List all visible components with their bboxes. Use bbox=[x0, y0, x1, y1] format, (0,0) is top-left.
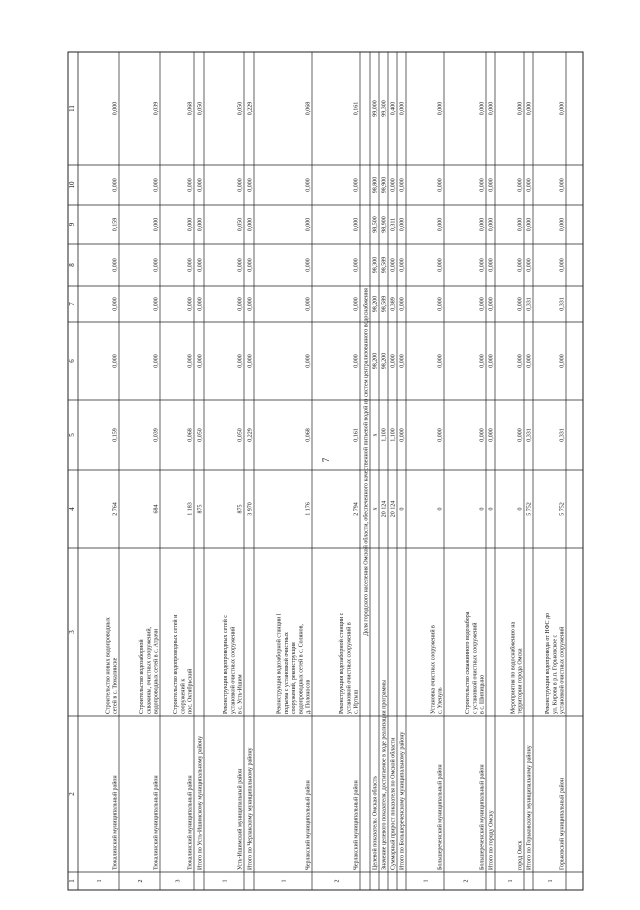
cell-value: 0,000 bbox=[437, 217, 444, 232]
cell-value: 0,000 bbox=[517, 178, 524, 192]
cell-value: 0,000 bbox=[197, 354, 204, 368]
measure-text: ул. Кирова в р.п. Горьковское с bbox=[552, 634, 559, 714]
cell-value: 0,000 bbox=[479, 428, 486, 442]
column-number: 10 bbox=[68, 181, 76, 189]
cell-value: 0,000 bbox=[247, 217, 254, 232]
cell-value: 875 bbox=[237, 504, 244, 514]
cell-value: 875 bbox=[197, 504, 204, 514]
measure-text: водопроводных сетей в с. Атрачи bbox=[153, 628, 160, 714]
cell-value: 0,000 bbox=[559, 101, 566, 116]
row-label: Итого по городу Омску bbox=[488, 810, 495, 870]
column-number: 4 bbox=[68, 507, 76, 511]
table-border bbox=[68, 52, 583, 890]
cell-value: 0,000 bbox=[517, 354, 524, 368]
measure-text: Реконструкция водозаборной станции I bbox=[276, 613, 283, 714]
row-number: 2 bbox=[463, 879, 470, 883]
cell-value: 0,000 bbox=[112, 178, 119, 192]
cell-value: 0,000 bbox=[153, 178, 160, 192]
measure-text: территории города Омска bbox=[517, 648, 524, 714]
cell-value: 684 bbox=[153, 504, 160, 514]
row-label: Значение целевого показателя, достигаемое в ходе реализации программы bbox=[381, 679, 388, 870]
district-name: Усть-Ишимский муниципальный район bbox=[237, 768, 244, 870]
cell-value: 99,300 bbox=[381, 100, 388, 117]
measure-text: с установкой очистных сооружений bbox=[472, 622, 479, 714]
cell-value: 0,000 bbox=[488, 217, 495, 232]
cell-value: 0,161 bbox=[353, 428, 360, 442]
cell-value: 5 752 bbox=[526, 502, 533, 516]
cell-value: 0,000 bbox=[437, 101, 444, 116]
row-label: Итого по Горьковскому муниципальному району bbox=[526, 745, 533, 870]
cell-value: x bbox=[372, 433, 379, 437]
cell-value: 98,900 bbox=[381, 216, 388, 233]
cell-value: 0 bbox=[399, 507, 406, 511]
cell-value: 0,068 bbox=[187, 428, 194, 442]
measure-text: Строительство скважинного водозабора bbox=[465, 611, 472, 714]
cell-value: 0,000 bbox=[488, 101, 495, 116]
cell-value: 0,400 bbox=[390, 101, 397, 116]
measure-text: д. Полоносов bbox=[305, 679, 312, 714]
cell-value: 0,000 bbox=[517, 101, 524, 116]
row-number: 2 bbox=[138, 879, 144, 883]
cell-value: 0,068 bbox=[305, 101, 312, 116]
cell-value: 3 970 bbox=[247, 502, 254, 516]
cell-value: 98,589 bbox=[381, 256, 388, 274]
cell-value: 0,000 bbox=[390, 258, 397, 272]
cell-value: 1 176 bbox=[305, 502, 312, 516]
cell-value: 0,000 bbox=[247, 258, 254, 272]
measure-text: в с. Шипицыно bbox=[479, 674, 486, 714]
cell-value: 0,000 bbox=[479, 297, 486, 311]
cell-value: 0,000 bbox=[112, 354, 119, 368]
measure-text: сооружений, реконструкция bbox=[291, 642, 298, 714]
column-number: 8 bbox=[68, 263, 76, 267]
column-number: 5 bbox=[68, 433, 76, 437]
row-number: 1 bbox=[548, 879, 554, 883]
cell-value: 0,068 bbox=[187, 101, 194, 116]
cell-value: 0,000 bbox=[187, 217, 194, 232]
cell-value: 1,100 bbox=[390, 428, 397, 442]
row-label: Итого по Большереченскому муниципальному району bbox=[399, 731, 406, 870]
cell-value: 98,200 bbox=[372, 352, 379, 370]
cell-value: 0,000 bbox=[399, 258, 406, 272]
cell-value: 5 752 bbox=[559, 502, 566, 516]
cell-value: 0 bbox=[479, 507, 486, 511]
cell-value: x bbox=[372, 507, 379, 511]
cell-value: 0,000 bbox=[153, 258, 160, 272]
cell-value: 0,000 bbox=[479, 217, 486, 232]
measure-text: скважины, очистных сооружений, bbox=[146, 626, 153, 714]
cell-value: 0,161 bbox=[353, 101, 360, 116]
measure-text: с. Иртыш bbox=[353, 689, 360, 714]
measure-text: Строительство новых водопроводных bbox=[105, 617, 112, 714]
row-label: Целевой показатель: Омская область bbox=[372, 775, 379, 870]
measure-text: водопроводных сетей в с. Солянов, bbox=[298, 624, 305, 714]
district-name: Черлакский муниципальный район bbox=[305, 780, 312, 870]
cell-value: 0,000 bbox=[305, 354, 312, 368]
cell-value: 0,389 bbox=[390, 297, 397, 311]
measure-text: установкой очистных сооружений в bbox=[346, 622, 353, 714]
measure-text: установкой очистных сооружений bbox=[230, 626, 237, 714]
cell-value: 0,050 bbox=[197, 101, 204, 116]
measure-text: сооружений к bbox=[180, 678, 187, 714]
cell-value: 0,331 bbox=[559, 297, 566, 311]
cell-value: 0,000 bbox=[237, 354, 244, 368]
cell-value: 0,000 bbox=[479, 101, 486, 116]
cell-value: 98,300 bbox=[372, 256, 379, 274]
cell-value: 0,000 bbox=[437, 297, 444, 311]
row-number: 2 bbox=[334, 879, 341, 883]
row-number: 1 bbox=[97, 879, 103, 883]
cell-value: 98,589 bbox=[381, 295, 388, 313]
district-name: Горьковский муниципальный район bbox=[559, 778, 566, 870]
cell-value: 0,050 bbox=[237, 101, 244, 116]
cell-value: 1 183 bbox=[187, 502, 194, 516]
cell-value: 0,000 bbox=[153, 297, 160, 311]
cell-value: 0,000 bbox=[526, 354, 533, 368]
cell-value: 0,000 bbox=[187, 258, 194, 272]
cell-value: 0,000 bbox=[187, 297, 194, 311]
cell-value: 0,068 bbox=[305, 428, 312, 442]
row-number: 1 bbox=[423, 879, 430, 883]
cell-value: 20 124 bbox=[390, 500, 397, 518]
cell-value: 0,000 bbox=[353, 217, 360, 232]
measure-text: подъема с установкой очистных bbox=[283, 632, 290, 714]
cell-value: 0,000 bbox=[488, 428, 495, 442]
cell-value: 0,000 bbox=[399, 428, 406, 442]
cell-value: 0,000 bbox=[399, 354, 406, 368]
cell-value: 0,000 bbox=[197, 178, 204, 192]
cell-value: 0,000 bbox=[187, 354, 194, 368]
cell-value: 0,000 bbox=[237, 258, 244, 272]
cell-value: 0,000 bbox=[559, 354, 566, 368]
row-number: 1 bbox=[281, 879, 288, 883]
cell-value: 0,000 bbox=[488, 258, 495, 272]
page-number: 7 bbox=[321, 457, 331, 463]
cell-value: 0,159 bbox=[112, 217, 119, 232]
cell-value: 0,000 bbox=[517, 258, 524, 272]
cell-value: 2 764 bbox=[112, 502, 119, 516]
cell-value: 98,200 bbox=[372, 295, 379, 313]
measure-text: Реконструкция водопровода от НФС до bbox=[545, 612, 552, 714]
cell-value: 98,900 bbox=[381, 176, 388, 194]
cell-value: 0,000 bbox=[559, 258, 566, 272]
cell-value: 0,000 bbox=[488, 297, 495, 311]
measure-text: сетей в с. Тюкалинске bbox=[112, 657, 119, 714]
cell-value: 0,039 bbox=[153, 428, 160, 442]
measure-text: Строительство водопроводных сетей и bbox=[173, 614, 180, 714]
cell-value: 0,000 bbox=[399, 101, 406, 116]
cell-value: 0,000 bbox=[112, 101, 119, 116]
cell-value: 0,000 bbox=[399, 178, 406, 192]
column-number: 3 bbox=[68, 630, 76, 634]
cell-value: 20 124 bbox=[381, 500, 388, 518]
row-number: 1 bbox=[222, 879, 229, 883]
cell-value: 0,000 bbox=[479, 258, 486, 272]
cell-value: 0,000 bbox=[399, 297, 406, 311]
district-name: Черлакский муниципальный район bbox=[353, 780, 360, 870]
cell-value: 0,000 bbox=[559, 178, 566, 192]
cell-value: 0,000 bbox=[247, 297, 254, 311]
cell-value: 0,000 bbox=[153, 354, 160, 368]
cell-value: 98,800 bbox=[372, 176, 379, 194]
cell-value: 0,000 bbox=[305, 297, 312, 311]
cell-value: 0,000 bbox=[197, 297, 204, 311]
row-number: 1 bbox=[508, 879, 514, 883]
cell-value: 0,039 bbox=[153, 101, 160, 116]
section-title: Доля городского населения Омской области, обеспеченного качественной питьевой водой из систем централизованного водоснабжения bbox=[363, 288, 370, 636]
cell-value: 0,000 bbox=[390, 178, 397, 192]
measure-text: Реконструкция водопроводных сетей с bbox=[223, 615, 230, 714]
cell-value: 0,000 bbox=[353, 258, 360, 272]
column-number: 11 bbox=[68, 105, 76, 112]
cell-value: 0,000 bbox=[305, 258, 312, 272]
column-number: 9 bbox=[68, 222, 76, 227]
cell-value: 0,000 bbox=[390, 354, 397, 368]
cell-value: 1,100 bbox=[381, 428, 388, 442]
row-number: 3 bbox=[175, 879, 182, 883]
cell-value: 0,000 bbox=[112, 297, 119, 311]
cell-value: 0,000 bbox=[153, 217, 160, 232]
row-label: Итого по Усть-Ишимскому муниципальному району bbox=[197, 735, 204, 870]
cell-value: 0,000 bbox=[197, 217, 204, 232]
cell-value: 0,000 bbox=[559, 217, 566, 232]
cell-value: 2 794 bbox=[353, 502, 360, 516]
cell-value: 0,000 bbox=[197, 258, 204, 272]
cell-value: 0,229 bbox=[247, 428, 254, 442]
cell-value: 0,000 bbox=[437, 354, 444, 368]
district-name: Большереченский муниципальный район bbox=[437, 764, 444, 870]
measure-text: в с. Усть-Ишим bbox=[237, 674, 244, 714]
cell-value: 0 bbox=[517, 507, 524, 511]
cell-value: 0,000 bbox=[437, 178, 444, 192]
cell-value: 0,331 bbox=[526, 428, 533, 442]
cell-value: 0 bbox=[437, 507, 444, 511]
measure-text: с. Уленуль bbox=[437, 687, 444, 714]
cell-value: 98,200 bbox=[381, 352, 388, 370]
cell-value: 0,000 bbox=[437, 258, 444, 272]
column-number: 7 bbox=[68, 302, 76, 306]
cell-value: 0,331 bbox=[559, 428, 566, 442]
measure-text: пос. Октябрьский bbox=[187, 668, 194, 714]
cell-value: 0,000 bbox=[437, 428, 444, 442]
cell-value: 0,159 bbox=[112, 428, 119, 442]
measure-text: Реконструкция водозаборной станции с bbox=[339, 612, 346, 714]
cell-value: 0,000 bbox=[526, 101, 533, 116]
measure-text: установкой очистных сооружений bbox=[559, 626, 566, 714]
column-number: 6 bbox=[68, 359, 76, 363]
district-name: Большереченский муниципальный район bbox=[479, 764, 486, 870]
district-name: город Омск bbox=[517, 840, 524, 870]
row-label: Итого по Черлакскому муниципальному району bbox=[247, 747, 254, 870]
row-label: Суммарный прирост показателя по Омской области bbox=[390, 737, 397, 870]
cell-value: 99,000 bbox=[372, 100, 379, 117]
cell-value: 0,000 bbox=[517, 428, 524, 442]
cell-value: 0,050 bbox=[237, 217, 244, 232]
cell-value: 0,000 bbox=[399, 217, 406, 232]
cell-value: 0,050 bbox=[237, 428, 244, 442]
district-name: Тюкалинский муниципальный район bbox=[153, 775, 160, 870]
district-name: Тюкалинский муниципальный район bbox=[187, 775, 194, 870]
cell-value: 0,000 bbox=[479, 354, 486, 368]
cell-value: 0,000 bbox=[353, 297, 360, 311]
cell-value: 0,000 bbox=[237, 297, 244, 311]
cell-value: 0,000 bbox=[517, 217, 524, 232]
cell-value: 0,000 bbox=[526, 258, 533, 272]
column-number: 2 bbox=[68, 792, 76, 796]
measure-text: Установка очистных сооружений в bbox=[430, 625, 437, 714]
cell-value: 0 bbox=[488, 507, 495, 511]
cell-value: 0,000 bbox=[526, 178, 533, 192]
cell-value: 0,000 bbox=[247, 354, 254, 368]
cell-value: 0,000 bbox=[517, 297, 524, 311]
district-name: Тюкалинский муниципальный район bbox=[112, 775, 119, 870]
cell-value: 0,000 bbox=[353, 354, 360, 368]
cell-value: 98,500 bbox=[372, 216, 379, 233]
cell-value: 0,000 bbox=[488, 354, 495, 368]
cell-value: 0,311 bbox=[390, 217, 397, 232]
cell-value: 0,000 bbox=[479, 178, 486, 192]
measure-text: Строительство водозаборной bbox=[139, 639, 146, 714]
cell-value: 0,000 bbox=[112, 258, 119, 272]
measure-text: Мероприятия по водоснабжению на bbox=[510, 621, 517, 714]
cell-value: 0,000 bbox=[305, 217, 312, 232]
cell-value: 0,000 bbox=[488, 178, 495, 192]
column-number: 1 bbox=[68, 879, 76, 883]
cell-value: 0,050 bbox=[197, 428, 204, 442]
cell-value: 0,000 bbox=[526, 217, 533, 232]
data-table bbox=[68, 52, 583, 890]
cell-value: 0,331 bbox=[526, 297, 533, 311]
cell-value: 0,000 bbox=[187, 178, 194, 192]
cell-value: 0,000 bbox=[353, 178, 360, 192]
cell-value: 0,000 bbox=[247, 178, 254, 192]
cell-value: 0,000 bbox=[237, 178, 244, 192]
cell-value: 0,229 bbox=[247, 101, 254, 116]
cell-value: 0,000 bbox=[305, 178, 312, 192]
